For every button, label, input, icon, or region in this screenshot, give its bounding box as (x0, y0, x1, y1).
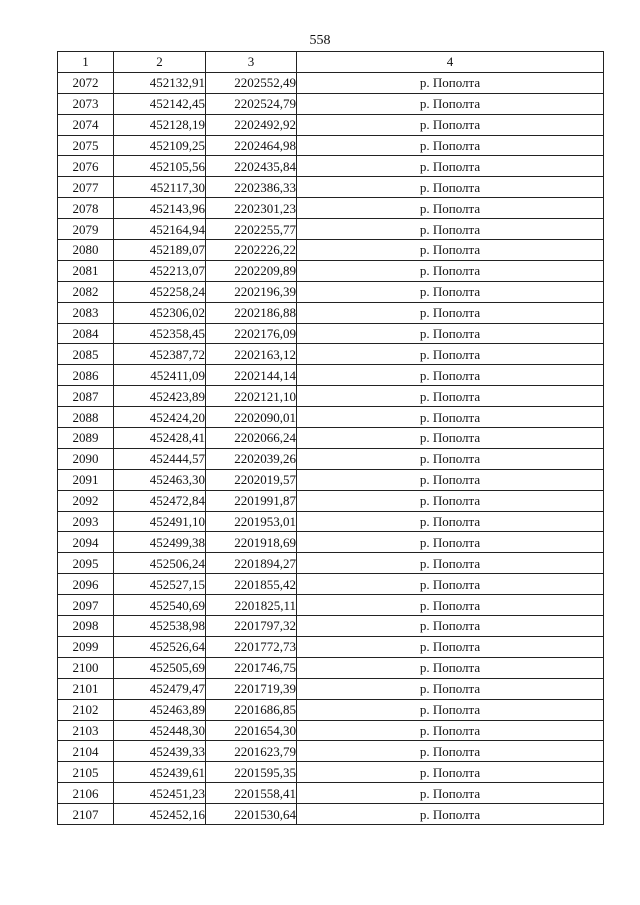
description-cell: р. Пополта (297, 93, 604, 114)
y-coordinate-cell: 2202066,24 (206, 428, 297, 449)
x-coordinate-cell: 452423,89 (114, 386, 206, 407)
x-coordinate-cell: 452411,09 (114, 365, 206, 386)
description-cell: р. Пополта (297, 344, 604, 365)
description-cell: р. Пополта (297, 135, 604, 156)
page-number: 558 (309, 33, 331, 48)
point-number-cell: 2106 (58, 783, 114, 804)
description-cell: р. Пополта (297, 407, 604, 428)
x-coordinate-cell: 452306,02 (114, 302, 206, 323)
point-number-cell: 2098 (58, 616, 114, 637)
point-number-cell: 2091 (58, 469, 114, 490)
point-number-cell: 2080 (58, 240, 114, 261)
description-cell: р. Пополта (297, 804, 604, 825)
table-row (58, 762, 604, 783)
description-cell: р. Пополта (297, 260, 604, 281)
description-cell: р. Пополта (297, 616, 604, 637)
x-coordinate-cell: 452540,69 (114, 595, 206, 616)
x-coordinate-cell: 452499,38 (114, 532, 206, 553)
y-coordinate-cell: 2202492,92 (206, 114, 297, 135)
coordinates-table (57, 51, 604, 825)
point-number-cell: 2102 (58, 699, 114, 720)
x-coordinate-cell: 452452,16 (114, 804, 206, 825)
y-coordinate-cell: 2201894,27 (206, 553, 297, 574)
y-coordinate-cell: 2202209,89 (206, 260, 297, 281)
table-row (58, 678, 604, 699)
table-row (58, 156, 604, 177)
point-number-cell: 2090 (58, 448, 114, 469)
point-number-cell: 2074 (58, 114, 114, 135)
x-coordinate-cell: 452105,56 (114, 156, 206, 177)
point-number-cell: 2092 (58, 490, 114, 511)
x-coordinate-cell: 452132,91 (114, 72, 206, 93)
x-coordinate-cell: 452439,61 (114, 762, 206, 783)
y-coordinate-cell: 2202386,33 (206, 177, 297, 198)
point-number-cell: 2088 (58, 407, 114, 428)
description-cell: р. Пополта (297, 678, 604, 699)
y-coordinate-cell: 2202552,49 (206, 72, 297, 93)
table-row (58, 595, 604, 616)
description-cell: р. Пополта (297, 720, 604, 741)
table-row (58, 574, 604, 595)
x-coordinate-cell: 452189,07 (114, 240, 206, 261)
description-cell: р. Пополта (297, 532, 604, 553)
table-row (58, 281, 604, 302)
table-header-row (58, 52, 604, 73)
table-row (58, 177, 604, 198)
table-row (58, 219, 604, 240)
table-row (58, 741, 604, 762)
table-row (58, 72, 604, 93)
y-coordinate-cell: 2202464,98 (206, 135, 297, 156)
x-coordinate-cell: 452439,33 (114, 741, 206, 762)
y-coordinate-cell: 2202435,84 (206, 156, 297, 177)
y-coordinate-cell: 2202163,12 (206, 344, 297, 365)
column-header-1: 1 (58, 52, 114, 73)
x-coordinate-cell: 452358,45 (114, 323, 206, 344)
x-coordinate-cell: 452463,89 (114, 699, 206, 720)
point-number-cell: 2099 (58, 636, 114, 657)
y-coordinate-cell: 2201558,41 (206, 783, 297, 804)
x-coordinate-cell: 452444,57 (114, 448, 206, 469)
point-number-cell: 2087 (58, 386, 114, 407)
y-coordinate-cell: 2201797,32 (206, 616, 297, 637)
description-cell: р. Пополта (297, 595, 604, 616)
table-row (58, 448, 604, 469)
point-number-cell: 2093 (58, 511, 114, 532)
point-number-cell: 2094 (58, 532, 114, 553)
point-number-cell: 2107 (58, 804, 114, 825)
y-coordinate-cell: 2202226,22 (206, 240, 297, 261)
point-number-cell: 2097 (58, 595, 114, 616)
y-coordinate-cell: 2202090,01 (206, 407, 297, 428)
table-row (58, 260, 604, 281)
x-coordinate-cell: 452527,15 (114, 574, 206, 595)
x-coordinate-cell: 452143,96 (114, 198, 206, 219)
description-cell: р. Пополта (297, 281, 604, 302)
x-coordinate-cell: 452463,30 (114, 469, 206, 490)
table-row (58, 511, 604, 532)
x-coordinate-cell: 452117,30 (114, 177, 206, 198)
x-coordinate-cell: 452109,25 (114, 135, 206, 156)
table-row (58, 616, 604, 637)
x-coordinate-cell: 452428,41 (114, 428, 206, 449)
table-row (58, 636, 604, 657)
y-coordinate-cell: 2202144,14 (206, 365, 297, 386)
y-coordinate-cell: 2201855,42 (206, 574, 297, 595)
x-coordinate-cell: 452258,24 (114, 281, 206, 302)
table-row (58, 469, 604, 490)
point-number-cell: 2100 (58, 657, 114, 678)
column-header-2: 2 (114, 52, 206, 73)
point-number-cell: 2076 (58, 156, 114, 177)
description-cell: р. Пополта (297, 699, 604, 720)
point-number-cell: 2104 (58, 741, 114, 762)
y-coordinate-cell: 2202019,57 (206, 469, 297, 490)
table-row (58, 428, 604, 449)
point-number-cell: 2085 (58, 344, 114, 365)
table-row (58, 386, 604, 407)
table-row (58, 657, 604, 678)
point-number-cell: 2078 (58, 198, 114, 219)
x-coordinate-cell: 452506,24 (114, 553, 206, 574)
y-coordinate-cell: 2201991,87 (206, 490, 297, 511)
point-number-cell: 2086 (58, 365, 114, 386)
y-coordinate-cell: 2201746,75 (206, 657, 297, 678)
point-number-cell: 2095 (58, 553, 114, 574)
point-number-cell: 2072 (58, 72, 114, 93)
x-coordinate-cell: 452538,98 (114, 616, 206, 637)
description-cell: р. Пополта (297, 511, 604, 532)
table-row (58, 323, 604, 344)
table-row (58, 804, 604, 825)
table-row (58, 198, 604, 219)
point-number-cell: 2081 (58, 260, 114, 281)
description-cell: р. Пополта (297, 553, 604, 574)
y-coordinate-cell: 2202186,88 (206, 302, 297, 323)
y-coordinate-cell: 2201953,01 (206, 511, 297, 532)
x-coordinate-cell: 452142,45 (114, 93, 206, 114)
table-body (58, 72, 604, 824)
description-cell: р. Пополта (297, 469, 604, 490)
table-row (58, 490, 604, 511)
table-row (58, 720, 604, 741)
description-cell: р. Пополта (297, 386, 604, 407)
y-coordinate-cell: 2202176,09 (206, 323, 297, 344)
description-cell: р. Пополта (297, 783, 604, 804)
y-coordinate-cell: 2202524,79 (206, 93, 297, 114)
table-row (58, 365, 604, 386)
point-number-cell: 2105 (58, 762, 114, 783)
x-coordinate-cell: 452128,19 (114, 114, 206, 135)
table-row (58, 302, 604, 323)
x-coordinate-cell: 452526,64 (114, 636, 206, 657)
description-cell: р. Пополта (297, 323, 604, 344)
y-coordinate-cell: 2202121,10 (206, 386, 297, 407)
y-coordinate-cell: 2202255,77 (206, 219, 297, 240)
x-coordinate-cell: 452479,47 (114, 678, 206, 699)
table-row (58, 699, 604, 720)
x-coordinate-cell: 452472,84 (114, 490, 206, 511)
y-coordinate-cell: 2201719,39 (206, 678, 297, 699)
x-coordinate-cell: 452387,72 (114, 344, 206, 365)
description-cell: р. Пополта (297, 365, 604, 386)
x-coordinate-cell: 452505,69 (114, 657, 206, 678)
y-coordinate-cell: 2201825,11 (206, 595, 297, 616)
y-coordinate-cell: 2201686,85 (206, 699, 297, 720)
description-cell: р. Пополта (297, 156, 604, 177)
y-coordinate-cell: 2201772,73 (206, 636, 297, 657)
y-coordinate-cell: 2202301,23 (206, 198, 297, 219)
description-cell: р. Пополта (297, 762, 604, 783)
column-header-4: 4 (297, 52, 604, 73)
point-number-cell: 2082 (58, 281, 114, 302)
x-coordinate-cell: 452451,23 (114, 783, 206, 804)
description-cell: р. Пополта (297, 219, 604, 240)
description-cell: р. Пополта (297, 302, 604, 323)
table-row (58, 135, 604, 156)
description-cell: р. Пополта (297, 428, 604, 449)
table-row (58, 553, 604, 574)
table-row (58, 532, 604, 553)
x-coordinate-cell: 452164,94 (114, 219, 206, 240)
description-cell: р. Пополта (297, 240, 604, 261)
y-coordinate-cell: 2201530,64 (206, 804, 297, 825)
table-row (58, 93, 604, 114)
table-row (58, 783, 604, 804)
description-cell: р. Пополта (297, 114, 604, 135)
description-cell: р. Пополта (297, 198, 604, 219)
point-number-cell: 2079 (58, 219, 114, 240)
description-cell: р. Пополта (297, 657, 604, 678)
table-row (58, 407, 604, 428)
description-cell: р. Пополта (297, 177, 604, 198)
point-number-cell: 2103 (58, 720, 114, 741)
x-coordinate-cell: 452424,20 (114, 407, 206, 428)
point-number-cell: 2073 (58, 93, 114, 114)
point-number-cell: 2075 (58, 135, 114, 156)
description-cell: р. Пополта (297, 72, 604, 93)
point-number-cell: 2077 (58, 177, 114, 198)
y-coordinate-cell: 2202039,26 (206, 448, 297, 469)
y-coordinate-cell: 2201623,79 (206, 741, 297, 762)
point-number-cell: 2096 (58, 574, 114, 595)
description-cell: р. Пополта (297, 490, 604, 511)
column-header-3: 3 (206, 52, 297, 73)
x-coordinate-cell: 452213,07 (114, 260, 206, 281)
description-cell: р. Пополта (297, 448, 604, 469)
table-row (58, 114, 604, 135)
description-cell: р. Пополта (297, 574, 604, 595)
point-number-cell: 2089 (58, 428, 114, 449)
point-number-cell: 2101 (58, 678, 114, 699)
y-coordinate-cell: 2201654,30 (206, 720, 297, 741)
table-row (58, 240, 604, 261)
point-number-cell: 2084 (58, 323, 114, 344)
point-number-cell: 2083 (58, 302, 114, 323)
table-row (58, 344, 604, 365)
x-coordinate-cell: 452491,10 (114, 511, 206, 532)
x-coordinate-cell: 452448,30 (114, 720, 206, 741)
y-coordinate-cell: 2202196,39 (206, 281, 297, 302)
y-coordinate-cell: 2201595,35 (206, 762, 297, 783)
description-cell: р. Пополта (297, 636, 604, 657)
description-cell: р. Пополта (297, 741, 604, 762)
y-coordinate-cell: 2201918,69 (206, 532, 297, 553)
